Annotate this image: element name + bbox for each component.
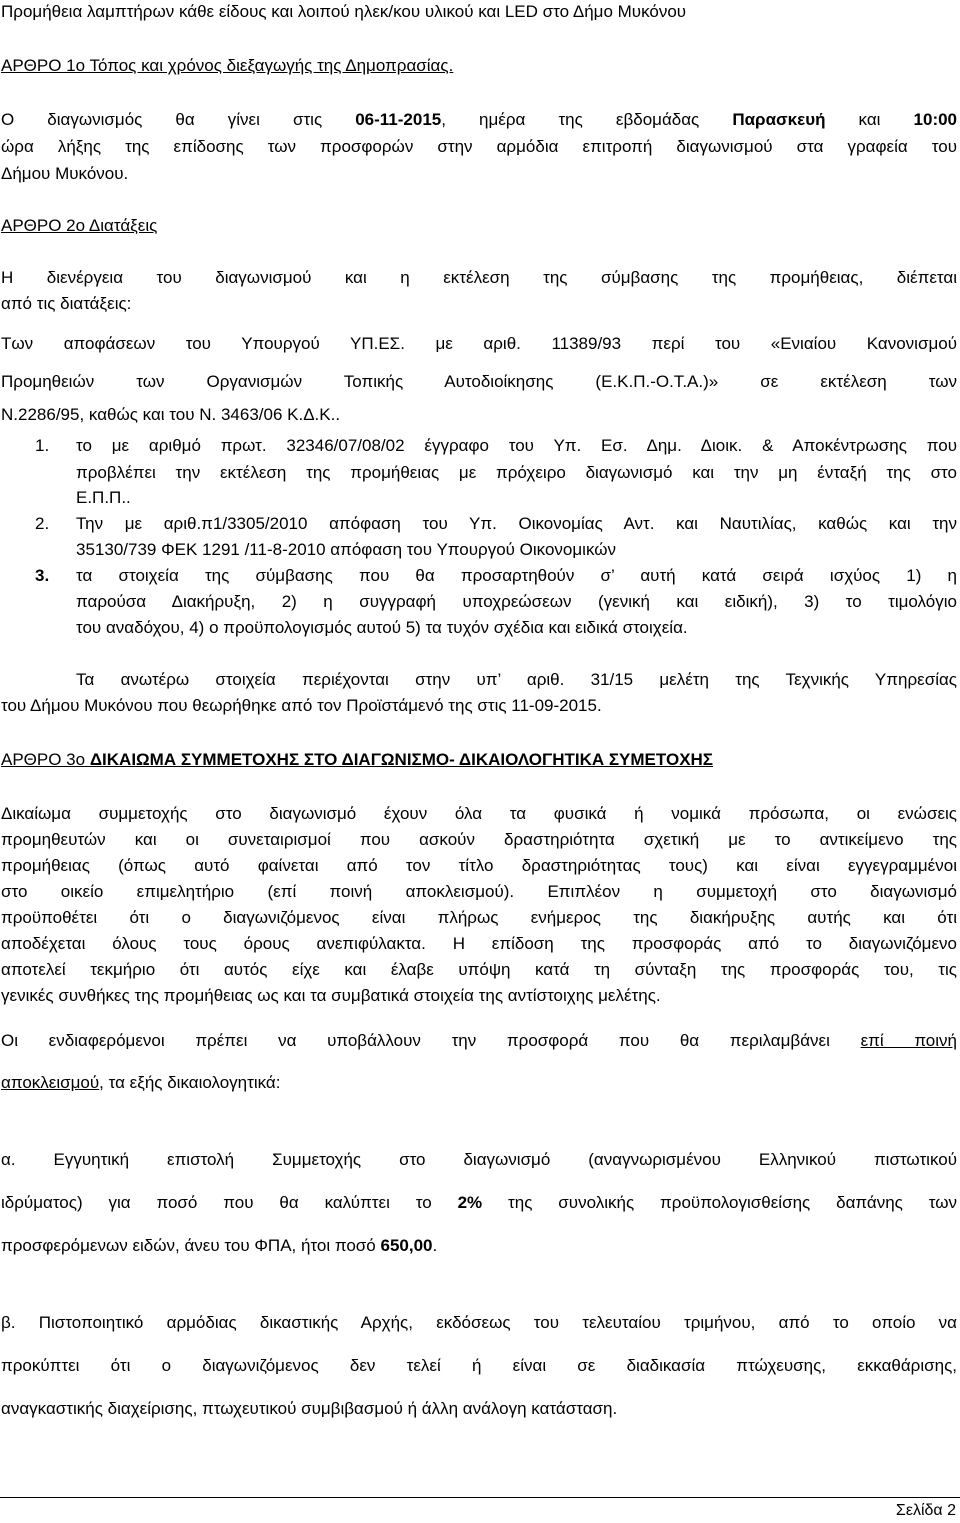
article-3-title: ΔΙΚΑΙΩΜΑ ΣΥΜΜΕΤΟΧΗΣ ΣΤΟ ΔΙΑΓΩΝΙΣΜΟ- ΔΙΚΑΙΟΛΟΓΗΤΙΚΑ ΣΥΜΕΤΟΧΗΣ [89, 750, 714, 769]
list-item-line: προβλέπει την εκτέλεση της προμήθειας με πρόχειρο διαγωνισμό και την μη ένταξή της στο [76, 463, 957, 482]
article-1-heading: ΑΡΘΡΟ 1ο Τόπος και χρόνος διεξαγωγής της Δημοπρασίας. [1, 56, 454, 75]
article-2-decision-line-1: Των αποφάσεων του Υπουργού ΥΠ.ΕΣ. με αριθ. 11389/93 περί του «Ενιαίου Κανονισμού [1, 334, 957, 353]
article-2-heading: ΑΡΘΡΟ 2ο Διατάξεις [1, 216, 158, 235]
text-span: ιδρύματος) για ποσό που θα καλύπτει το [1, 1193, 458, 1212]
article-3-para-1-line: αποδέχεται όλους τους όρους ανεπιφύλακτα. Η επίδοση της προσφοράς από το διαγωνιζόμενο [1, 934, 957, 953]
article-3-para-2-line-1 [1, 1031, 957, 1051]
list-item-line: το με αριθμό πρωτ. 32346/07/08/02 έγγραφο του Υπ. Εσ. Δημ. Διοικ. & Αποκέντρωσης που [76, 436, 957, 455]
item-a-line-1: α. Εγγυητική επιστολή Συμμετοχής στο διαγωνισμό (αναγνωρισμένου Ελληνικού πιστωτικού [1, 1150, 957, 1169]
page-number: Σελίδα 2 [895, 1502, 956, 1519]
article-2-decision-line-2: Προμηθειών των Οργανισμών Τοπικής Αυτοδιοίκησης (Ε.Κ.Π.-Ο.Τ.Α.)» σε εκτέλεση των [1, 372, 957, 391]
text-span: και [825, 110, 914, 129]
list-item-line: Την με αριθ.π1/3305/2010 απόφαση του Υπ. Οικονομίας Αντ. και Ναυτιλίας, καθώς και την [76, 514, 957, 533]
footer-divider [0, 1497, 960, 1498]
article-3-heading [1, 750, 713, 770]
item-b-line-3: αναγκαστικής διαχείρισης, πτωχευτικού συμβιβασμού ή άλλη ανάλογη κατάσταση. [1, 1399, 618, 1418]
text-span: . [432, 1236, 438, 1255]
text-span: , τα εξής δικαιολογητικά: [99, 1073, 281, 1092]
article-3-para-1-line: προμηθευτών και οι συνεταιρισμοί που ασκούν δραστηριότητα σχετική με το αντικείμενο της [1, 830, 957, 849]
underlined-text: αποκλεισμού [1, 1073, 100, 1092]
item-b-line-2: προκύπτει ότι ο διαγωνιζόμενος δεν τελεί ή είναι σε διαδικασία πτώχευσης, εκκαθάρισης, [1, 1356, 957, 1375]
percentage: 2% [457, 1193, 483, 1212]
article-3-para-1-line: γενικές συνθήκες της προμήθειας ως και τα συμβατικά στοιχεία της αντίστοιχης μελέτης. [1, 986, 661, 1005]
text-span: , ημέρα της εβδομάδας [441, 110, 733, 129]
text-span: προσφερόμενων ειδών, άνευ του ΦΠΑ, ήτοι ποσό [1, 1236, 381, 1255]
list-item-number: 1. [35, 436, 50, 455]
text-span: Ο διαγωνισμός θα γίνει στις [1, 110, 356, 129]
list-item-line: 35130/739 ΦΕΚ 1291 /11-8-2010 απόφαση του Υπουργού Οικονομικών [76, 540, 617, 559]
article-2-intro-line-2: από τις διατάξεις: [1, 294, 132, 313]
list-item-line: παρούσα Διακήρυξη, 2) η συγγραφή υποχρεώσεων (γενική και ειδική), 3) το τιμολόγιο [76, 592, 957, 611]
auction-date: 06-11-2015 [355, 110, 442, 129]
list-item-line: του αναδόχου, 4) ο προϋπολογισμός αυτού 5) τα τυχόν σχέδια και ειδικά στοιχεία. [76, 618, 688, 637]
article-2-decision-line-3: Ν.2286/95, καθώς και του Ν. 3463/06 Κ.Δ.Κ.. [1, 405, 341, 424]
article-3-label: ΑΡΘΡΟ 3ο [1, 750, 90, 769]
item-a-line-2 [1, 1193, 957, 1213]
item-b-line-1: β. Πιστοποιητικό αρμόδιας δικαστικής Αρχής, εκδόσεως του τελευταίου τριμήνου, από το οποίο να [1, 1313, 957, 1332]
article-3-para-1-line: προμήθειας (όπως αυτό φαίνεται από τον τίτλο δραστηριότητας τους) και είναι εγγεγραμμένοι [1, 856, 957, 875]
article-3-para-2-line-2 [1, 1073, 280, 1093]
article-3-para-1-line: στο οικείο επιμελητήριο (επί ποινή αποκλεισμού). Επιπλέον η συμμετοχή στο διαγωνισμό [1, 882, 957, 901]
amount: 650,00 [380, 1236, 433, 1255]
article-3-para-1-line: Δικαίωμα συμμετοχής στο διαγωνισμό έχουν όλα τα φυσικά ή νομικά πρόσωπα, οι ενώσεις [1, 804, 957, 823]
auction-time: 10:00 [913, 110, 958, 129]
underlined-text: επί ποινή [860, 1031, 957, 1050]
text-span: Οι ενδιαφερόμενοι πρέπει να υποβάλλουν την προσφορά που θα περιλαμβάνει [1, 1031, 861, 1050]
item-a-line-3 [1, 1236, 437, 1256]
list-item-line: τα στοιχεία της σύμβασης που θα προσαρτηθούν σ’ αυτή κατά σειρά ισχύος 1) η [76, 566, 957, 585]
list-item-number: 2. [35, 514, 50, 533]
text-span: της συνολικής προϋπολογισθείσης δαπάνης των [482, 1193, 958, 1212]
document-header: Προμήθεια λαμπτήρων κάθε είδους και λοιπού ηλεκ/κου υλικού και LED στο Δήμο Μυκόνου [1, 2, 687, 21]
article-1-line-2: ώρα λήξης της επίδοσης των προσφορών στην αρμόδια επιτροπή διαγωνισμού στα γραφεία του [1, 137, 957, 156]
article-3-para-1-line: αποτελεί τεκμήριο ότι αυτός είχε και έλαβε υπόψη κατά τη σύνταξη της προσφοράς του, τις [1, 960, 957, 979]
list-item-line: Ε.Π.Π.. [76, 488, 131, 507]
list-item-number: 3. [35, 566, 50, 585]
article-1-line-1 [1, 110, 957, 130]
article-3-para-1-line: προϋποθέτει ότι ο διαγωνιζόμενος είναι πλήρως ενήμερος της διακήρυξης αυτής και ότι [1, 908, 957, 927]
article-1-line-3: Δήμου Μυκόνου. [1, 164, 129, 183]
auction-day: Παρασκευή [732, 110, 826, 129]
article-2-closing-line-1: Τα ανωτέρω στοιχεία περιέχονται στην υπ’ αριθ. 31/15 μελέτη της Τεχνικής Υπηρεσίας [76, 670, 957, 689]
article-2-intro-line-1: Η διενέργεια του διαγωνισμού και η εκτέλεση της σύμβασης της προμήθειας, διέπεται [1, 268, 957, 287]
article-2-closing-line-2: του Δήμου Μυκόνου που θεωρήθηκε από τον Προϊστάμενό της στις 11-09-2015. [1, 696, 602, 715]
